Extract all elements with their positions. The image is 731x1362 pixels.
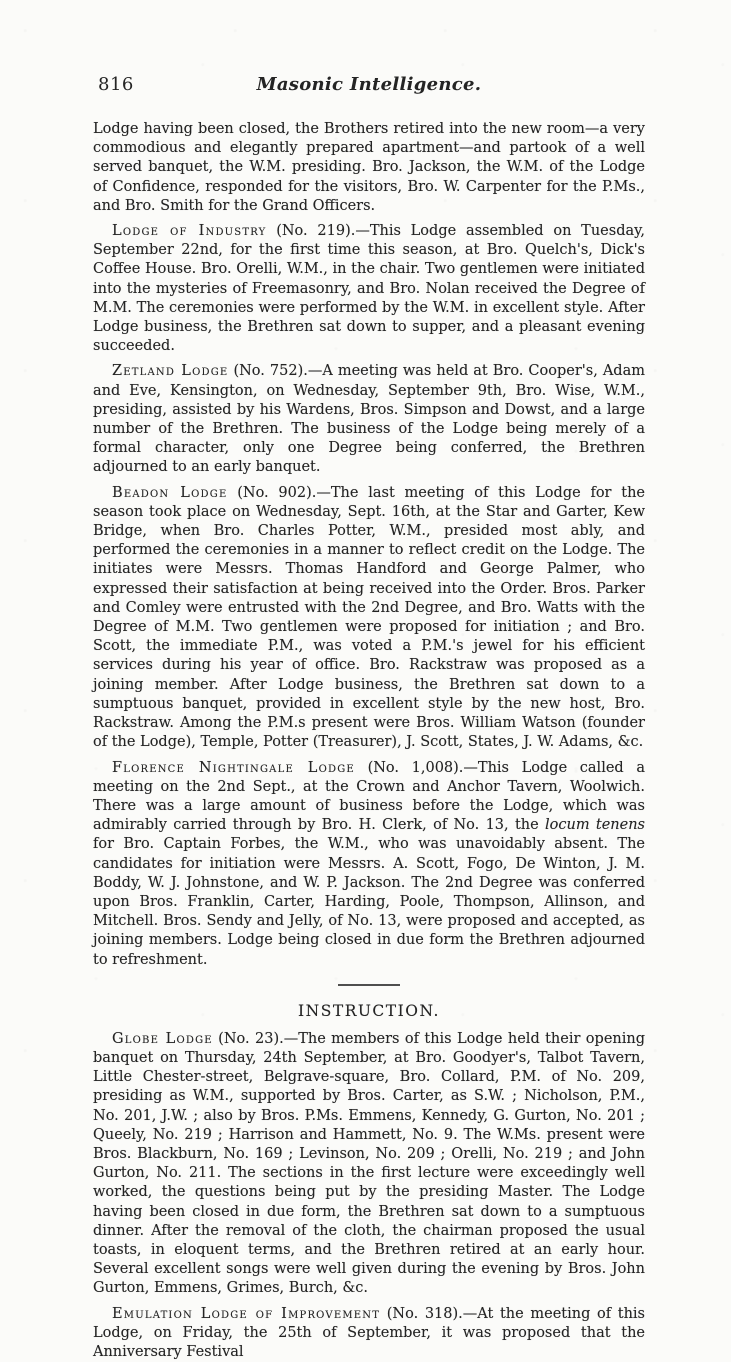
lodge-name: Emulation Lodge of Improvement: [112, 1305, 381, 1322]
paragraph: [93, 222, 645, 356]
paragraph: [93, 362, 645, 477]
lodge-name: Florence Nightingale Lodge: [112, 759, 355, 776]
paragraph: [93, 759, 645, 970]
paragraph: [93, 484, 645, 753]
paragraph-text: Lodge having been closed, the Brothers retired into the new room—a very commodious and elegantly prepared apartment—and partook of a well served banquet, the W.M. presiding. Bro. Jackson, the W.M. of the Lodge of Confidence, responded for the visitors, Bro. W. Carpenter for the P.Ms., and Bro. Smith for the Grand Officers.: [93, 121, 645, 214]
lodge-name: Zetland Lodge: [112, 363, 229, 380]
article-body: [93, 120, 645, 1362]
page-number: 816: [98, 74, 134, 95]
paragraph-text: (No. 902).—The last meeting of this Lodge for the season took place on Wednesday, Sept. 16th, at the Star and Garter, Kew Bridge, when Bro. Charles Potter, W.M., presided most ably, and performed the ceremonies in a manner to reflect credit on the Lodge. The initiates were Messrs. Thomas Handford and George Palmer, who expressed their satisfaction at being received into the Order. Bros. Parker and Comley were entrusted with the 2nd Degree, and Bro. Watts with the Degree of M.M. Two gentlemen were proposed for initiation ; and Bro. Scott, the immediate P.M., was voted a P.M.'s jewel for his efficient services during his year of office. Bro. Rackstraw was proposed as a joining member. After Lodge business, the Brethren sat down to a sumptuous banquet, provided in excellent style by the new host, Bro. Rackstraw. Among the P.M.s present were Bros. William Watson (founder of the Lodge), Temple, Potter (Treasurer), J. Scott, States, J. W. Adams, &c.: [93, 484, 645, 751]
paragraph: [93, 1305, 645, 1362]
lodge-name: Beadon Lodge: [112, 484, 228, 501]
paragraph-text: (No. 318).—At the meeting of this Lodge, on Friday, the 25th of September, it was proposed that the Anniversary Festival: [93, 1305, 645, 1360]
lodge-name: Lodge of Industry: [112, 223, 267, 240]
page-header: [93, 74, 645, 100]
paragraph-text: (No. 23).—The members of this Lodge held their opening banquet on Thursday, 24th September, at Bro. Goodyer's, Talbot Tavern, Little Chester-street, Belgrave-square, Bro. Collard, P.M. of No. 209, presiding as W.M., supported by Bros. Carter, as S.W. ; Nicholson, P.M., No. 201, J.W. ; also by Bros. P.Ms. Emmens, Kennedy, G. Gurton, No. 201 ; Queely, No. 219 ; Harrison and Hammett, No. 9. The W.Ms. present were Bros. Blackburn, No. 169 ; Levinson, No. 209 ; Orelli, No. 219 ; and John Gurton, No. 211. The sections in the first lecture were exceedingly well worked, the questions being put by the presiding Master. The Lodge having been closed in due form, the Brethren sat down to a sumptuous dinner. After the removal of the cloth, the chairman proposed the usual toasts, in eloquent terms, and the Brethren retired at an early hour. Several excellent songs were well given during the evening by Bros. John Gurton, Emmens, Grimes, Burch, &c.: [93, 1030, 645, 1297]
paragraph-text: (No. 752).—A meeting was held at Bro. Cooper's, Adam and Eve, Kensington, on Wednesday, September 9th, Bro. Wise, W.M., presiding, assisted by his Wardens, Bros. Simpson and Dowst, and a large number of the Brethren. The business of the Lodge being merely of a formal character, only one Degree being conferred, the Brethren adjourned to an early banquet.: [93, 363, 645, 476]
paragraph-text: for Bro. Captain Forbes, the W.M., who was unavoidably absent. The candidates for initiation were Messrs. A. Scott, Fogo, De Winton, J. M. Boddy, W. J. Johnstone, and W. P. Jackson. The 2nd Degree was conferred upon Bros. Franklin, Carter, Harding, Poole, Thompson, Allinson, and Mitchell. Bros. Sendy and Jelly, of No. 13, were proposed and accepted, as joining members. Lodge being closed in due form the Brethren adjourned to refreshment.: [93, 836, 645, 968]
running-title: Masonic Intelligence.: [256, 74, 482, 95]
paragraph-text: (No. 219).—This Lodge assembled on Tuesday, September 22nd, for the first time this season, at Bro. Quelch's, Dick's Coffee House. Bro. Orelli, W.M., in the chair. Two gentlemen were initiated into the mysteries of Freemasonry, and Bro. Nolan received the Degree of M.M. The ceremonies were performed by the W.M. in excellent style. After Lodge business, the Brethren sat down to supper, and a pleasant evening succeeded.: [93, 223, 645, 355]
paragraph: [93, 120, 645, 216]
lodge-name: Globe Lodge: [112, 1030, 213, 1047]
paragraph-text: (No. 1,008).—This Lodge called a meeting on the 2nd Sept., at the Crown and Anchor Tavern, Woolwich. There was a large amount of business before the Lodge, which was admirably carried through by Bro. H. Clerk, of No. 13, the: [93, 759, 645, 834]
section-divider: [338, 984, 400, 986]
section-heading: INSTRUCTION.: [298, 1001, 440, 1020]
text-column: [93, 0, 645, 1362]
section: [93, 120, 645, 970]
section: [93, 984, 645, 1362]
italic-phrase: locum tenens: [545, 817, 645, 834]
paragraph: [93, 1030, 645, 1299]
